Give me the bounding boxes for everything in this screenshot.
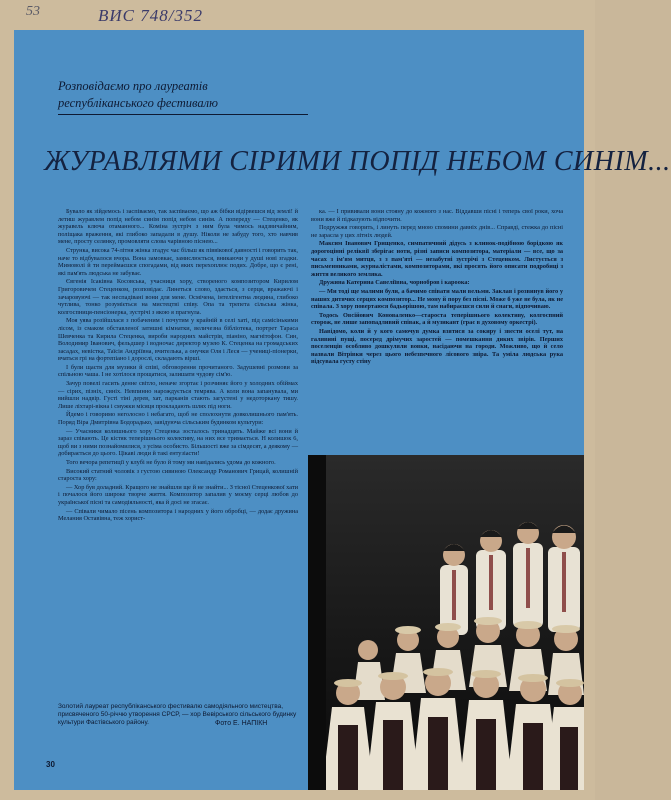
paragraph: І були щастя для музики й співі, обговорення прочитаного. Задушевні розмови за спільною чаша. І не хотілося прощатися, залишати чудову сім'ю.: [58, 363, 298, 379]
paragraph: Струнка, висока 74-літня жінка згадує час більш як піввікової давності і говорить так, наче то відбувалося вчора. Вона замовкає, замислюється, вникаючи у душі нові згадки. Мимоволі й ти переймаєшся спогадами, від яких перехоплює подих. Добре, що є рені, які пам'ять людська не забуває.: [58, 246, 298, 277]
paragraph: Високий статний чоловік з густою сивиною Олександр Романович Грицай, колишній староста хору:: [58, 467, 298, 483]
photo-credit: Фото Е. НАПІКН: [215, 720, 268, 727]
page-number: 30: [46, 760, 55, 769]
handwritten-page-note: 53: [26, 4, 40, 19]
paragraph: Тодось Овсійович Коноваленко—староста теперішнього колективу, колгоспний сторож, не лише запопадливий співак, а й музикант (грає в духовому оркестрі).: [311, 311, 563, 327]
paragraph: Йдемо і говоримо неголосно і небагато, щоб не сполохнути довколишнього пам'ять. Поряд Віра Дмитрівна Бодорадько, завідуюча сільським будинком культури:: [58, 411, 298, 427]
section-kicker: [58, 78, 308, 115]
article-column-right: [311, 208, 563, 458]
paragraph: Максим Іванович Грищенко, симпатичний дідусь з клинок-подібною борідкою як дорогоцінні реліквії зберігає ноти, різні записи композитора, матеріали — все, що за часах з ім'ям митця, з з пам'яті — незабутні зустрічі з Стеценком. Листується з письменниками, журналістами, композиторами, які просять його описати подробиці з життя великого земляка.: [311, 240, 563, 278]
paragraph: — Ми тоді ще малими були, а бачимо співати мали вельми. Заклав і розвинув його у наших дитячих серцях композитор... Не мону й пору без пісні. Може б уже не була, як не співала. З хору повертаюся бадьорішою, там набираєшся сили й снаги, відпочиваю.: [311, 287, 563, 311]
paragraph: — Хор був доладний. Кращого не знайшли ще й не знайти... З тісної Стеценкової хати і почалося його широке творче життя. Композитор запалив у моєму серці любов до української пісні та самодіяльності, яка й досі не згасає.: [58, 483, 298, 506]
article-headline: ЖУРАВЛЯМИ СІРИМИ ПОПІД НЕБОМ СИНІМ...: [44, 146, 671, 177]
library-stamp: ВИС 748/352: [98, 6, 203, 25]
choir-photo-image: [308, 455, 584, 790]
paragraph: Того вечора репетиції у клубі не було й тому ми навідались удома до кожного.: [66, 459, 276, 466]
paragraph: Бувало як зійдемось і заспіваємо, так заспіваємо, що аж бібки відірвешся від землі! й летиш журавлем попід небом синім попід небом синім. А попереду — Стеценко, як журавель ключа отаманного... Коміна зустріч з ним була чимось надзвичайним, поліщака враження, які глибоко западали в душу. Ніколи не забуду того, хто навчив мене, просту селянку, промовляти словa чарівною піснею...: [58, 208, 298, 246]
paragraph: — Співали чимало пісень композитора і народних у його обробці, — додає дружина Мелания Оставівна, теж хорист-: [58, 507, 298, 523]
kicker-line-1: Розповідаємо про лауреатів: [58, 79, 208, 93]
choir-photo: [308, 455, 584, 790]
photo-caption: Золотий лауреат республіканського фестивалю самодіяльного мистецтва, присвяченого 50-річчю утворення СРСР, — хор Вевірського сільського будинку культури Фастівського району.: [58, 703, 297, 726]
paragraph: — Учасники колишнього хору Стеценка зосталось тринадцять. Майже всі вони й зараз співають. Це кістяк теперішнього колективу, на них все тримається. Н колишок 6, щоб ви з ними познайомилися, з усіма особисто. Більшості вже за сімдесят, а деякому — добирається до цього. Цікаві люди й такі ентузіасти!: [58, 427, 298, 458]
paragraph: Дружина Катерина Савеліївна, чорнобров і кароока:: [319, 279, 470, 287]
paragraph: Зачур повелі гасить денне світло, неначе згортає і розчиняє його у холодних обіймах — сірих, пізніх, синіх. Невпинно нарождується темрява. А коли вона запанувала, ми вийшли надвір. Густі тіні дерев, хат, парканів стають загустені у недоторкану тишу. Лише ліхтарі-вікна і смужки місяця прокладають шлях під ноги.: [58, 380, 298, 410]
paragraph: Євгенія Ісаківна Косовська, учасниця хору, створеного композитором Кирилом Григоровичем Стеценком, розповідає. Линеться слово, здається, з серця, вражаючі і зачаровуючі — так неспадівані вони для мене. Осмічена, інтелігентна людина, глибоко чутлива, тонко розуміється на мистецтві співу. Опа та трепета сільська жінка, колгоспниця-пенсіонерка, зустрічі з якою я прагнула.: [58, 278, 298, 316]
kicker-underline: [58, 114, 308, 115]
paragraph: ка. — І прививали вони стояну до кожного з нас. Віддавши пісні і теперь свої роки, хоча вони вже й підказують відпочити.: [311, 208, 563, 223]
paragraph: Моя уява розійшлася з побаченим і почутим у крайній в селі хаті, під самісінькими лісом, із смаком обставленої затишні кімнатки, величезна бібліотека, портрет Тараса Шевченка та Кирила Стеценка, вироби народних майстрів, піаніно, магнітофон. Син, Володимир Іванович, фельдшер і водночас директор музею К. Стеценка на громадських засадах, невістка, Таїсія Андріївна, вчителька, а онучки Оля і Леся — учениці-піонерки, вчаться грі на фортепіано і дорослі, складають вірші.: [58, 317, 298, 363]
paragraph: Подружжя говорить, і линуть перед мною спомини давніх днів... Справді, стежка до пісні не зарасла у цих літніх людей.: [311, 224, 563, 239]
article-column-left: [58, 208, 298, 701]
kicker-line-2: республіканського фестивалю: [58, 96, 218, 110]
paragraph: Навідомо, коли й у кого самочув думка взятися за сокиру і звести оселі тут, на галявині пущі, посеред дрімучих заростей — помешкання диких звірів. Перших поселенців особливо дошкуляли вовки, насідаючи на городи. Можливо, що й село назвали Вітрівки через цього небезпечного лісового звіра. Та уміла людська рука відсувала густу стіну: [311, 327, 563, 366]
